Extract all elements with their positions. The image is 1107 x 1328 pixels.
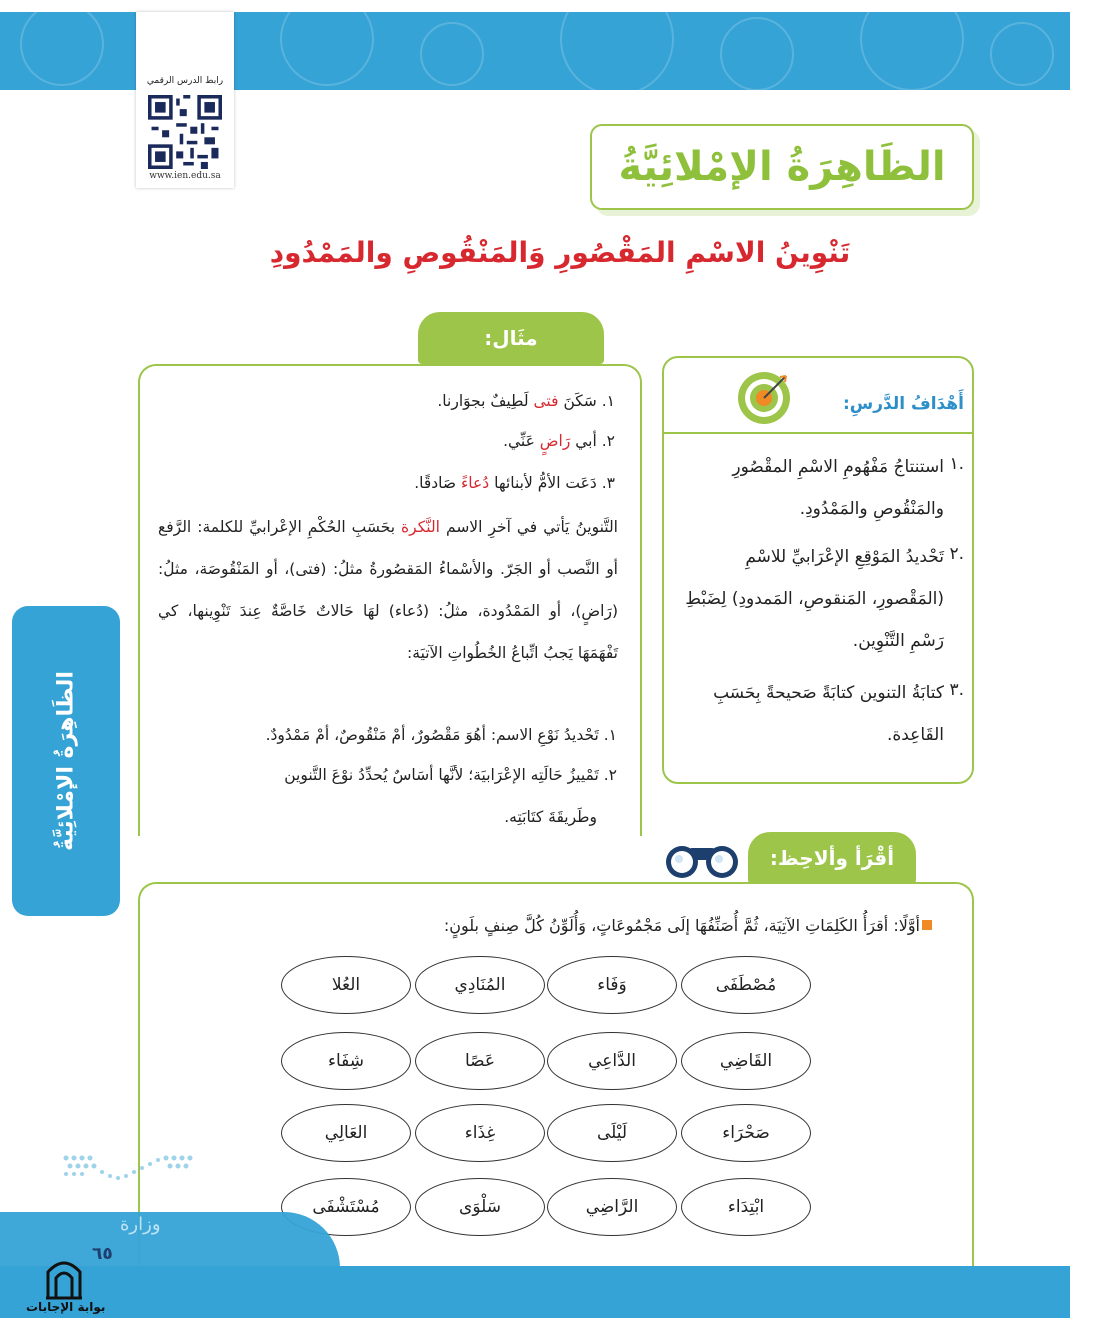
- page-number: ٦٥: [92, 1244, 113, 1264]
- line-number: ٣.: [601, 474, 615, 492]
- line-text: صَادقًا.: [414, 474, 457, 492]
- binoculars-icon: [664, 840, 740, 880]
- line-text: سَكَنَ: [563, 392, 597, 410]
- highlight-word: فتى: [533, 392, 559, 410]
- paragraph-text: التَّنوينُ يَأتي في آخرِ الاسم: [446, 518, 618, 536]
- line-text: لَطِيفٌ بجوَارنا.: [437, 392, 529, 410]
- objective-number: ٢.: [949, 544, 964, 564]
- objective-item: كتابَةُ التنوين كتابَةً صَحيحةً بِحَسَبِ القَاعِدة.: [713, 683, 944, 745]
- objectives-panel: [662, 356, 974, 784]
- instruction-text: أوَّلًا: أقرَأُ الكَلِمَاتِ الآتِيَة، ثُمَّ أُصَنِّفُهَا إلَى مَجْمُوعَاتٍ، وَأُلَوِّنُ كُلَّ صِنفٍ بلَونٍ:: [443, 916, 920, 935]
- objective-item: تَحْديدُ المَوْقِعِ الإعْرَابيِّ للاسْمِ (المَقْصورِ، المَنقوصِ، المَمدودِ) لِضَبْطِ رَسْمِ التَّنْوِين.: [685, 547, 944, 651]
- highlight-word: دُعاءً: [460, 474, 490, 492]
- example-line-3: [414, 474, 615, 492]
- read-note-tab: [748, 832, 916, 884]
- step-1: ١. تَحْديدُ نَوْعِ الاسم: أهُوَ مَقْصُورٌ، أمْ مَنْقُوصٌ، أمْ مَمْدُودٌ.: [265, 726, 617, 744]
- word-ellipse[interactable]: لَيْلَى: [547, 1104, 677, 1162]
- word-ellipse[interactable]: شِفَاء: [281, 1032, 411, 1090]
- objective-item: استنتاجُ مَفْهُومِ الاسْمِ المقْصُورِ والمَنْقُوصِ والمَمْدُودِ.: [732, 457, 944, 519]
- word-ellipse[interactable]: مُصْطَفَى: [681, 956, 811, 1014]
- line-number: ١.: [601, 392, 615, 410]
- line-text: عَنِّي.: [503, 432, 535, 450]
- example-line-1: [437, 392, 615, 410]
- qr-card[interactable]: [136, 12, 234, 188]
- word-ellipse[interactable]: الرَّاضِي: [547, 1178, 677, 1236]
- highlight-word: رَاضٍ: [539, 432, 571, 450]
- ministry-logo-icon: [60, 1150, 200, 1194]
- portal-logo-icon[interactable]: [44, 1254, 84, 1300]
- bottom-banner: [0, 1266, 1070, 1318]
- paragraph-text: بحَسَبِ الحُكْمِ الإعْرابيِّ للكلمة: الرَّفع أو النَّصب أو الجَرّ. والأسْماءُ المَقصُورةُ مثلُ: (فتى)، أو المَنْقُوصَة، مثلُ: (رَاضٍ)، أو المَمْدُودة، مثلُ: (دُعاء) لهَا حَالاتٌ خَاصَّةٌ عِندَ تَنْوِينها، كي تَفْهَمَهَا يَجبُ اتِّباعُ الخُطُواتِ الآتيَة:: [158, 518, 618, 662]
- qr-url[interactable]: www.ien.edu.sa: [149, 171, 221, 181]
- word-ellipse[interactable]: العَالِي: [281, 1104, 411, 1162]
- example-label: مثَال:: [484, 326, 538, 350]
- objective-number: ١.: [949, 454, 964, 474]
- line-number: ٢.: [601, 432, 615, 450]
- word-ellipse[interactable]: ابْتِدَاء: [681, 1178, 811, 1236]
- word-ellipse[interactable]: العُلا: [281, 956, 411, 1014]
- side-tab-label: الظَاهِرَةُ الإمْلائِيَّةُ: [53, 671, 79, 851]
- qr-code-icon[interactable]: [148, 95, 222, 169]
- word-ellipse[interactable]: غِذَاء: [415, 1104, 545, 1162]
- divider: [664, 432, 972, 434]
- target-icon: [736, 370, 792, 426]
- objectives-title: أَهْدَافُ الدَّرسِ:: [842, 394, 964, 414]
- objective-number: ٣.: [949, 680, 964, 700]
- word-ellipse[interactable]: مُسْتَشْفَى: [281, 1178, 411, 1236]
- word-ellipse[interactable]: المُنَادِي: [415, 956, 545, 1014]
- word-ellipse[interactable]: عَصًا: [415, 1032, 545, 1090]
- explanation-paragraph: [158, 506, 618, 674]
- highlight-word: النَّكرة: [401, 518, 440, 536]
- side-tab: [12, 606, 120, 916]
- chapter-title: الظَاهِرَةُ الإمْلائِيَّةُ: [618, 144, 946, 190]
- example-tab: [418, 312, 604, 364]
- word-ellipse[interactable]: القَاضِي: [681, 1032, 811, 1090]
- bullet-icon: [922, 920, 932, 930]
- lesson-title: تَنْوِينُ الاسْمِ المَقْصُورِ وَالمَنْقُوصِ والمَمْدُودِ: [269, 236, 851, 269]
- example-line-2: [503, 432, 615, 450]
- word-ellipse[interactable]: صَحْرَاء: [681, 1104, 811, 1162]
- read-note-label: أقْرَأ وألاحِظ:: [769, 846, 895, 870]
- chapter-title-box: [590, 124, 974, 210]
- step-2-continued: وطَريقَةَ كتَابَتِه.: [504, 808, 597, 826]
- portal-label[interactable]: بوابة الإجابات: [26, 1300, 106, 1314]
- line-text: دَعَت الأمُّ لأبنائها: [494, 474, 597, 492]
- ministry-text: وزارة: [120, 1214, 161, 1235]
- line-text: أبي: [575, 432, 597, 450]
- step-2: ٢. تَمْييزُ حَالَتِه الإعْرَابيَة؛ لأنَّها أسَاسٌ يُحدِّدُ نوْعَ التَّنوين: [284, 766, 617, 784]
- qr-label: رابط الدرس الرقمي: [146, 76, 224, 86]
- word-ellipse[interactable]: الدَّاعِي: [547, 1032, 677, 1090]
- word-ellipse[interactable]: سَلْوَى: [415, 1178, 545, 1236]
- word-ellipse[interactable]: وَفَاء: [547, 956, 677, 1014]
